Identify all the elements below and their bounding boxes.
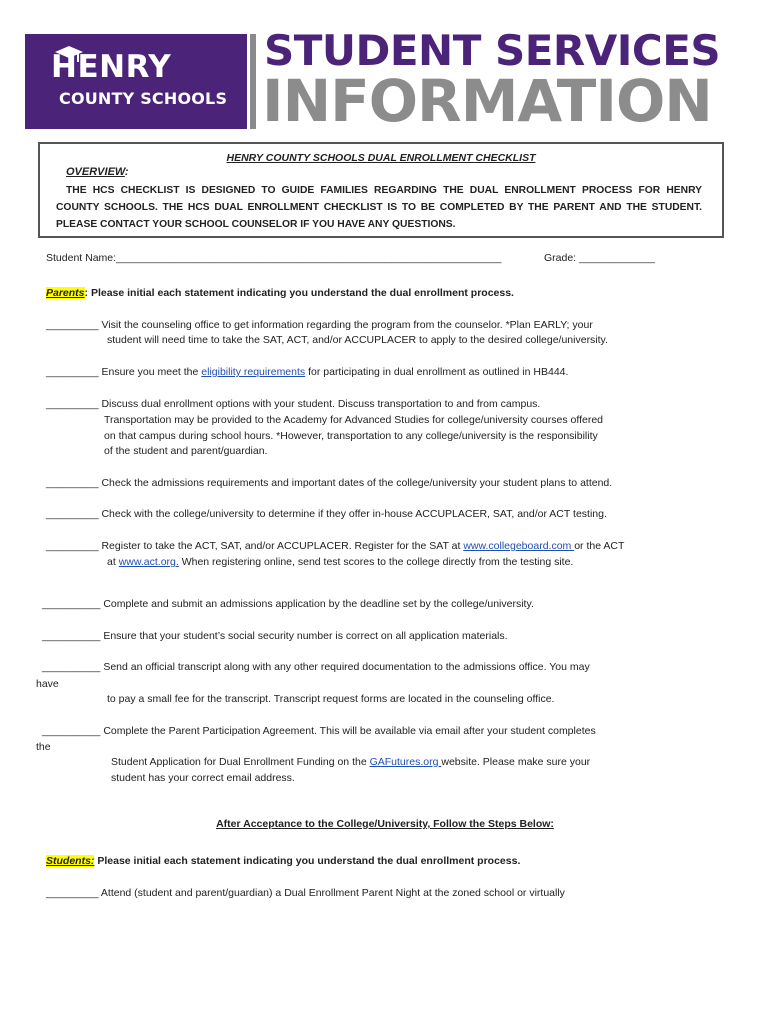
logo-county-schools-text: COUNTY SCHOOLS xyxy=(59,89,228,108)
parents-label: Parents xyxy=(46,287,85,299)
parents-instruction: Parents: Please initial each statement indicating you understand the dual enrollment process. xyxy=(46,287,514,299)
collegeboard-link[interactable]: www.collegeboard.com xyxy=(463,540,575,552)
parent-item-8: __________ Ensure that your student’s social security number is correct on all application materials. xyxy=(42,630,508,642)
parent-item-9-line-2: have xyxy=(36,678,59,690)
parent-item-4: _________ Check the admissions requirements and important dates of the college/university your student plans to attend. xyxy=(46,477,613,489)
parent-item-3-line-2: Transportation may be provided to the Academy for Advanced Studies for college/university courses offered xyxy=(104,414,604,426)
overview-box xyxy=(38,142,724,238)
overview-text: THE HCS CHECKLIST IS DESIGNED TO GUIDE FAMILIES REGARDING THE DUAL ENROLLMENT PROCESS FOR HENRY COUNTY SCHOOLS. THE HCS DUAL ENROLLMENT CHECKLIST IS TO BE COMPLETED BY THE PARENT AND THE STUDENT. PLEASE CONTACT YOUR SCHOOL COUNSELOR IF YOU HAVE ANY QUESTIONS. xyxy=(56,185,702,230)
parent-item-1-line-2: student will need time to take the SAT, ACT, and/or ACCUPLACER to apply to the desired college/university. xyxy=(107,334,608,346)
parent-item-9-line-1: __________ Send an official transcript along with any other required documentation to the admissions office. You may xyxy=(42,661,590,673)
header-divider xyxy=(250,34,256,129)
eligibility-requirements-link[interactable]: eligibility requirements xyxy=(201,366,306,378)
parent-item-3-line-3: on that campus during school hours. *However, transportation to any college/university is the responsibility xyxy=(104,430,598,442)
header-title-student-services: STUDENT SERVICES xyxy=(264,26,721,75)
parent-item-1-line-1: _________ Visit the counseling office to get information regarding the program from the counselor. *Plan EARLY; your xyxy=(46,319,593,331)
header-title-information: INFORMATION xyxy=(262,67,712,135)
parent-item-10-line-4: student has your correct email address. xyxy=(111,772,295,784)
parent-item-3-line-4: of the student and parent/guardian. xyxy=(104,445,268,457)
student-name-field[interactable]: Student Name:__________________________________________________________________ xyxy=(46,252,502,264)
parent-item-7: __________ Complete and submit an admissions application by the deadline set by the college/university. xyxy=(42,598,534,610)
students-label: Students: xyxy=(46,855,95,867)
parent-item-6-line-1: _________ Register to take the ACT, SAT, and/or ACCUPLACER. Register for the SAT at www.collegeboard.com or the ACT xyxy=(46,540,625,552)
parent-item-10-line-2: the xyxy=(36,741,51,753)
parent-item-3-line-1: _________ Discuss dual enrollment options with your student. Discuss transportation to and from campus. xyxy=(46,398,541,410)
parent-item-10-line-1: __________ Complete the Parent Participation Agreement. This will be available via email after your student completes xyxy=(42,725,596,737)
students-instruction: Students: Please initial each statement indicating you understand the dual enrollment process. xyxy=(46,855,521,867)
student-item-1: _________ Attend (student and parent/guardian) a Dual Enrollment Parent Night at the zoned school or virtually xyxy=(46,887,565,899)
overview-label: OVERVIEW: xyxy=(66,166,129,178)
checklist-heading: HENRY COUNTY SCHOOLS DUAL ENROLLMENT CHECKLIST xyxy=(226,152,536,164)
after-acceptance-heading: After Acceptance to the College/University, Follow the Steps Below: xyxy=(216,818,554,830)
gafutures-link[interactable]: GAFutures.org xyxy=(369,756,442,768)
parent-item-5: _________ Check with the college/university to determine if they offer in-house ACCUPLACER, SAT, and/or ACT testing. xyxy=(46,508,607,520)
henry-county-schools-logo xyxy=(25,34,247,129)
logo-henry-text: HENRY xyxy=(51,49,172,85)
parent-item-9-line-3: to pay a small fee for the transcript. Transcript request forms are located in the counseling office. xyxy=(107,693,555,705)
act-link[interactable]: www.act.org. xyxy=(118,556,179,568)
grade-field[interactable]: Grade: _____________ xyxy=(544,252,655,264)
parent-item-2: _________ Ensure you meet the eligibility requirements for participating in dual enrollment as outlined in HB444. xyxy=(46,366,569,378)
parent-item-6-line-2: at www.act.org. When registering online, send test scores to the college directly from the testing site. xyxy=(107,556,574,568)
parent-item-10-line-3: Student Application for Dual Enrollment Funding on the GAFutures.org website. Please make sure your xyxy=(111,756,591,768)
